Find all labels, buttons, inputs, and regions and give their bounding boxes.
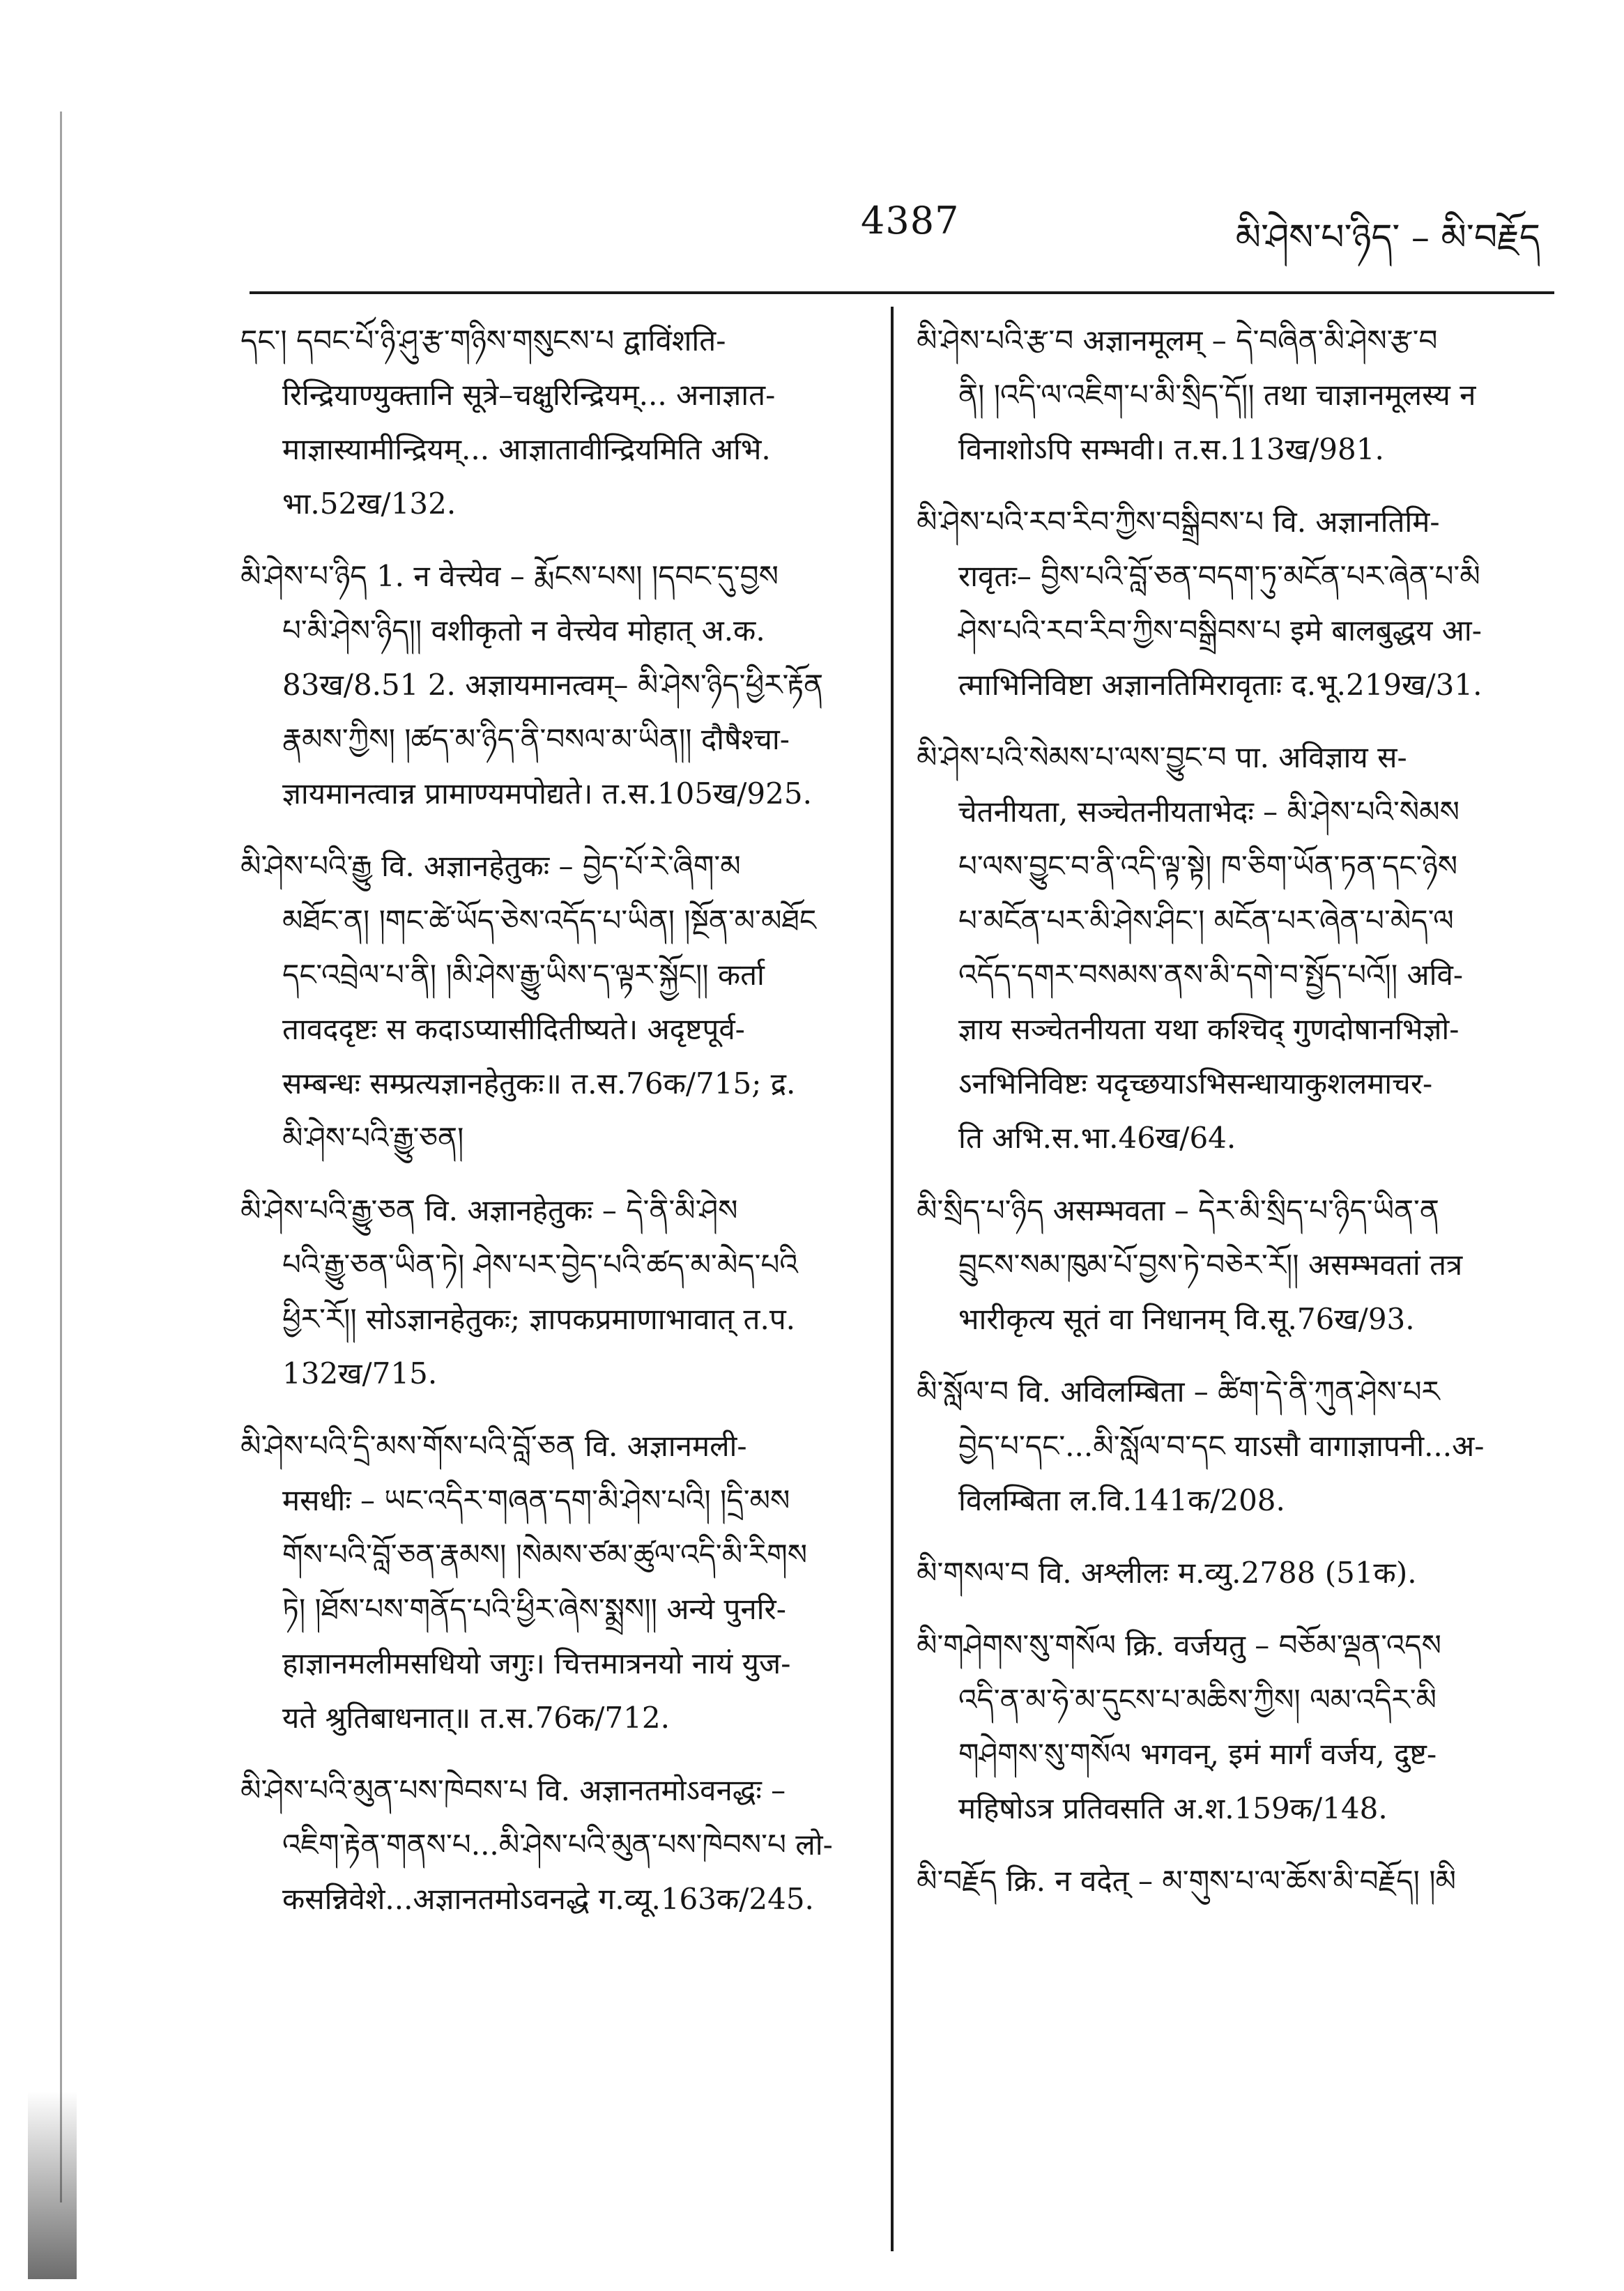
entry-line: ཏེ། །ཐོས་པས་གནོད་པའི་ཕྱིར་ཞེས་སྨྲས།། अन्ये पुनरि- <box>282 1592 786 1626</box>
entry-headword-line: མི་གསལ་བ वि. अश्लीलः म.व्यु.2788 (51क). <box>917 1556 1417 1590</box>
dictionary-entry <box>240 314 854 531</box>
entry-line: तावददृष्टः स कदाऽप्यासीदितीष्यते। अदृष्टपूर्व- <box>282 1012 745 1046</box>
binding-shadow-line <box>60 112 62 2202</box>
entry-headword-line: མི་སྲིད་པ་ཉིད असम्भवता – དེར་མི་སྲིད་པ་ཉིད་ཡིན་ན <box>917 1193 1439 1227</box>
entry-line: ཕྱིར་རོ།། सोऽज्ञानहेतुकः; ज्ञापकप्रमाणाभावात् त.प. <box>282 1302 796 1336</box>
column-divider <box>891 307 894 2251</box>
entry-line: བྱེད་པ་དང་...མི་སློལ་བ་དང याऽसौ वागाज्ञापनी...अ- <box>958 1429 1485 1463</box>
entry-line: यते श्रुतिबाधनात्॥ त.स.76क/712. <box>282 1701 670 1735</box>
header-rule <box>250 291 1554 294</box>
dictionary-entry <box>240 1419 854 1745</box>
entry-line: रावृतः– བྱིས་པའི་བློ་ཅན་བདག་ཏུ་མངོན་པར་ཞེན་པ་མི <box>958 559 1480 593</box>
entry-line: चेतनीयता, सञ्चेतनीयताभेदः – མི་ཤེས་པའི་སེམས <box>958 795 1460 829</box>
entry-headword-line: མི་གཤེགས་སུ་གསོལ क्रि. वर्जयतु – བཅོམ་ལྡན་འདས <box>917 1628 1441 1662</box>
entry-headword-line: མི་ཤེས་པའི་རྩ་བ अज्ञानमूलम् – དེ་བཞིན་མི་ཤེས་རྩ་བ <box>917 323 1438 358</box>
entry-headword-line: མི་བརྗོད क्रि. न वदेत् – མ་གུས་པ་ལ་ཆོས་མི་བརྗོད། །མི <box>917 1864 1457 1898</box>
entry-headword-line: མི་ཤེས་པ་ཉིད 1. न वेत्त्येव – རྨོངས་པས། །དབང་དུ་བྱས <box>240 559 779 593</box>
entry-line: འཇིག་རྟེན་གནས་པ...མི་ཤེས་པའི་མུན་པས་ཁེབས་པ लो- <box>282 1828 833 1862</box>
running-head: མི་ཤེས་པ་ཉིད་ – མི་བརྗོད <box>1235 217 1540 259</box>
dictionary-entry <box>917 1618 1551 1836</box>
entry-line: सम्बन्धः सम्प्रत्यज्ञानहेतुकः॥ त.स.76क/715; द्र. <box>282 1066 796 1101</box>
entry-line: हाज्ञानमलीमसधियो जगुः। चित्तमात्रनयो नायं युज- <box>282 1646 791 1680</box>
entry-line: महिषोऽत्र प्रतिवसति अ.श.159क/148. <box>958 1791 1388 1825</box>
scan-corner-shadow <box>28 2091 77 2279</box>
entry-line: པ་མི་ཤེས་ཉིད།། वशीकृतो न वेत्त्येव मोहात् अ.क. <box>282 613 765 648</box>
dictionary-entry <box>917 1365 1551 1528</box>
entry-line: ऽनभिनिविष्टः यदृच्छयाऽभिसन्धायाकुशलमाचर- <box>958 1066 1433 1101</box>
entry-line: ज्ञाय सञ्चेतनीयता यथा कश्चिद् गुणदोषानभिज्ञो- <box>958 1012 1460 1046</box>
entry-line: གཤེགས་སུ་གསོལ भगवन्, इमं मार्गं वर्जय, दुष्ट- <box>958 1737 1437 1771</box>
entry-headword-line: མི་ཤེས་པའི་མུན་པས་ཁེབས་པ वि. अज्ञानतमोऽवनद्धः – <box>240 1773 786 1807</box>
entry-line: कसन्निवेशे...अज्ञानतमोऽवनद्धे ग.व्यू.163क/245. <box>282 1882 814 1916</box>
entry-line: ति अभि.स.भा.46ख/64. <box>958 1121 1236 1155</box>
entry-line: भारीकृत्य सूतं वा निधानम् वि.सू.76ख/93. <box>958 1302 1415 1336</box>
entry-line: रिन्द्रियाण्युक्तानि सूत्रे–चक्षुरिन्द्रियम्... अनाज्ञात- <box>282 378 776 412</box>
entry-line: त्माभिनिविष्टा अज्ञानतिमिरावृताः द.भू.219ख/31. <box>958 668 1483 702</box>
entry-line: བྲུངས་སམ་ཁུམ་པོ་བྱས་ཏེ་བཅེར་རོ།། असम्भवतां तत्र <box>958 1248 1463 1282</box>
dictionary-entry <box>240 1763 854 1926</box>
entry-line: འདོད་དགར་བསམས་ནས་མི་དགེ་བ་སྤྱོད་པའོ།། अवि- <box>958 958 1464 992</box>
entry-line: པའི་རྒྱུ་ཅན་ཡིན་ཏེ། ཤེས་པར་བྱེད་པའི་ཚད་མ་མེད་པའི <box>282 1248 798 1282</box>
page-header <box>251 178 1540 259</box>
entry-headword-line: མི་ཤེས་པའི་རྒྱུ वि. अज्ञानहेतुकः – བྱེད་པོ་རེ་ཞིག་མ <box>240 849 741 883</box>
entry-line: ཤེས་པའི་རབ་རིབ་ཀྱིས་བསྒྲིབས་པ इमे बालबुद्धय आ- <box>958 613 1482 648</box>
entry-headword-line: མི་ཤེས་པའི་དྲི་མས་གོས་པའི་བློ་ཅན वि. अज्ञानमली- <box>240 1429 747 1463</box>
entry-line: विलम्बिता ल.वि.141क/208. <box>958 1483 1285 1517</box>
left-column <box>240 314 854 1945</box>
entry-headword-line: མི་སློལ་བ वि. अविलम्बिता – ཚིག་དེ་ནི་ཀུན་ཤེས་པར <box>917 1374 1440 1409</box>
entry-line: གོས་པའི་བློ་ཅན་རྣམས། །སེམས་ཙམ་ཚུལ་འདི་མི་རིགས <box>282 1538 808 1572</box>
entry-line: ज्ञायमानत्वान्न प्रामाण्यमपोद्यते। त.स.105ख/925. <box>282 776 812 811</box>
dictionary-entry <box>917 495 1551 712</box>
page-number: 4387 <box>861 199 960 243</box>
entry-headword-line: མི་ཤེས་པའི་སེམས་པ་ལས་བྱུང་བ पा. अविज्ञाय स- <box>917 740 1407 774</box>
entry-headword-line: མི་ཤེས་པའི་རྒྱུ་ཅན वि. अज्ञानहेतुकः – དེ་ནི་མི་ཤེས <box>240 1193 738 1227</box>
dictionary-entry <box>917 730 1551 1165</box>
entry-line: དང་། དབང་པོ་ཉི་ཤུ་རྩ་གཉིས་གསུངས་པ द्वाविंशति- <box>240 323 726 358</box>
dictionary-entry <box>917 1546 1551 1600</box>
dictionary-entry <box>917 314 1551 477</box>
right-column <box>917 314 1551 1926</box>
dictionary-entry <box>240 839 854 1165</box>
entry-line: 132ख/715. <box>282 1356 438 1390</box>
entry-line: मसधीः – ཡང་འདིར་གཞན་དག་མི་ཤེས་པའི། །དྲི་མས <box>282 1483 790 1517</box>
entry-line: भा.52ख/132. <box>282 486 457 521</box>
dictionary-entry <box>917 1183 1551 1347</box>
entry-line: མཐོང་ན། །གང་ཚེ་ཡོད་ཅེས་འདོད་པ་ཡིན། །སྔོན་མ་མཐོང <box>282 903 817 937</box>
entry-line: པ་ལས་བྱུང་བ་ནི་འདི་ལྟ་སྟེ། ཁ་ཅིག་ཡོན་ཏན་དང་ཉེས <box>958 849 1458 883</box>
scan-edge <box>0 0 77 2291</box>
entry-line: རྣམས་ཀྱིས། །ཚད་མ་ཉིད་ནི་བསལ་མ་ཡིན།། दौषैश्चा- <box>282 722 790 756</box>
dictionary-entry <box>240 1183 854 1401</box>
dictionary-entry <box>917 1854 1551 1908</box>
entry-line: विनाशोऽपि सम्भवी। त.स.113ख/981. <box>958 432 1384 466</box>
entry-headword-line: མི་ཤེས་པའི་རབ་རིབ་ཀྱིས་བསྒྲིབས་པ वि. अज्ञानतिमि- <box>917 505 1440 539</box>
entry-line: པ་མངོན་པར་མི་ཤེས་ཤིང་། མངོན་པར་ཞེན་པ་མེད་ལ <box>958 903 1454 937</box>
entry-line: མི་ཤེས་པའི་རྒྱུ་ཅན། <box>282 1121 464 1155</box>
entry-line: ནི། །འདི་ལ་འཇིག་པ་མི་སྲིད་དོ།། तथा चाज्ञानमूलस्य न <box>958 378 1476 412</box>
entry-line: འདི་ན་མ་ཧེ་མ་དུངས་པ་མཆིས་ཀྱིས། ལམ་འདིར་མི <box>958 1683 1437 1717</box>
dictionary-entry <box>240 549 854 821</box>
entry-line: माज्ञास्यामीन्द्रियम्... आज्ञातावीन्द्रियमिति अभि. <box>282 432 771 466</box>
entry-line: དང་འབྲེལ་པ་ནི། །མི་ཤེས་རྒྱུ་ཡིས་ད་ལྟར་སྐྱོང།། कर्ता <box>282 958 765 992</box>
entry-line: 83ख/8.51 2. अज्ञायमानत्वम्– མི་ཤེས་ཉིད་ཕྱིར་རྟོན <box>282 668 824 702</box>
